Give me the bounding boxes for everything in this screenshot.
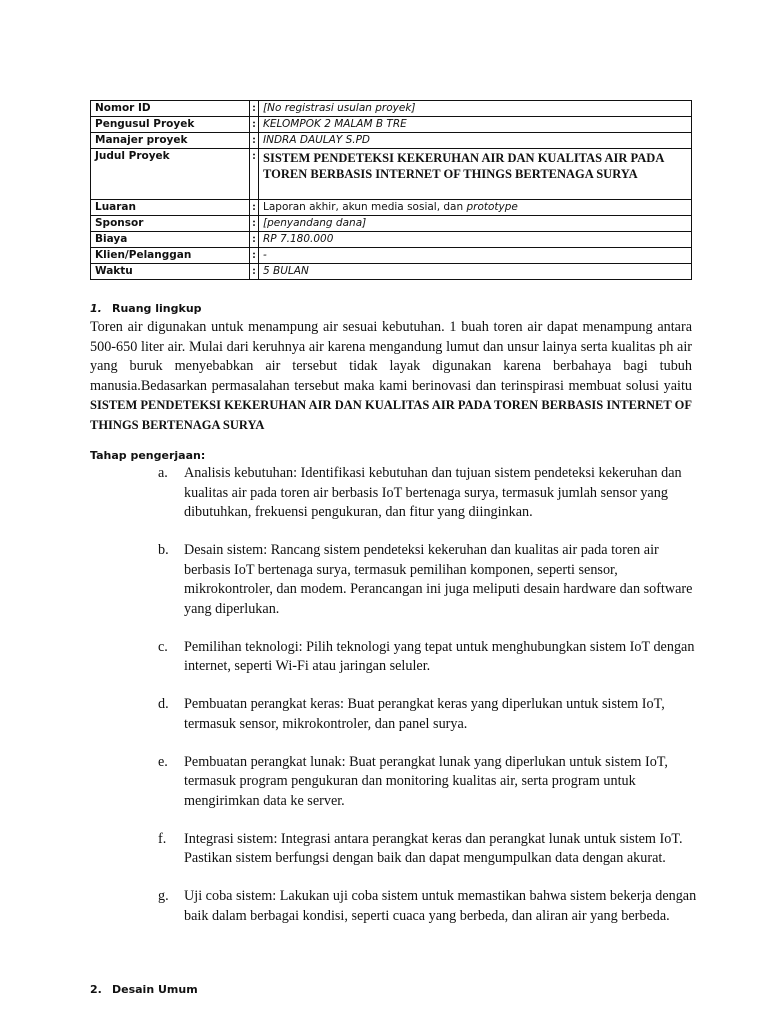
row-value: [No registrasi usulan proyek]	[259, 101, 692, 117]
row-colon: :	[250, 264, 259, 280]
row-colon: :	[250, 101, 259, 117]
list-item-text: Pembuatan perangkat keras: Buat perangkat keras yang diperlukan untuk sistem IoT, termasuk sensor, mikrokontroler, dan panel surya.	[184, 696, 665, 732]
list-item	[158, 830, 698, 869]
scope-paragraph	[90, 318, 692, 435]
luaran-italic-text: prototype	[466, 201, 518, 213]
table-row	[91, 133, 692, 149]
section-heading-ruang-lingkup	[90, 302, 202, 315]
project-title-value: SISTEM PENDETEKSI KEKERUHAN AIR DAN KUALITAS AIR PADA TOREN BERBASIS INTERNET OF THINGS BERTENAGA SURYA	[259, 149, 692, 200]
row-label: Pengusul Proyek	[91, 117, 250, 133]
table-row	[91, 200, 692, 216]
list-item	[158, 541, 698, 619]
row-label: Biaya	[91, 232, 250, 248]
table-row	[91, 264, 692, 280]
section-number: 1.	[90, 302, 102, 315]
list-item-text: Integrasi sistem: Integrasi antara perangkat keras dan perangkat lunak untuk sistem IoT. Pastikan sistem berfungsi dengan baik dan dapat mengumpulkan data dengan akurat.	[184, 830, 683, 866]
row-value: [penyandang dana]	[259, 216, 692, 232]
project-info-table	[90, 100, 692, 280]
list-marker: e.	[158, 753, 168, 770]
section-number: 2.	[90, 983, 102, 996]
work-stages-label: Tahap pengerjaan:	[90, 449, 206, 462]
row-label: Manajer proyek	[91, 133, 250, 149]
section-title: Ruang lingkup	[112, 302, 202, 315]
table-row	[91, 232, 692, 248]
row-colon: :	[250, 248, 259, 264]
row-label: Waktu	[91, 264, 250, 280]
list-item-text: Uji coba sistem: Lakukan uji coba sistem untuk memastikan bahwa sistem bekerja dengan baik dalam berbagai kondisi, seperti cuaca yang berbeda, dan aliran air yang berbeda.	[184, 888, 697, 924]
table-row	[91, 149, 692, 200]
row-value	[259, 200, 692, 216]
row-colon: :	[250, 216, 259, 232]
row-colon: :	[250, 200, 259, 216]
row-value: RP 7.180.000	[259, 232, 692, 248]
list-marker: d.	[158, 696, 169, 712]
row-value: -	[259, 248, 692, 264]
row-label: Nomor ID	[91, 101, 250, 117]
row-value: 5 BULAN	[259, 264, 692, 280]
row-label: Luaran	[91, 200, 250, 216]
list-marker: a.	[158, 465, 168, 481]
list-item	[158, 887, 698, 926]
scope-paragraph-text: Toren air digunakan untuk menampung air sesuai kebutuhan. 1 buah toren air dapat menampung antara 500-650 liter air. Mulai dari keruhnya air karena mengandung lumut dan unsur lainya serta kualitas ph air yang buruk menyebabkan air tersebut tidak layak digunakan karena berbahaya bagi tubuh manusia.Bedasarkan permasalahan tersebut maka kami berinovasi dan terinspirasi membuat solusi yaitu	[90, 319, 692, 394]
list-marker: g.	[158, 888, 169, 904]
list-item-text: Pemilihan teknologi: Pilih teknologi yang tepat untuk menghubungkan sistem IoT dengan internet, seperti Wi-Fi atau jaringan seluler.	[184, 638, 695, 674]
scope-emphasis-text: SISTEM PENDETEKSI KEKERUHAN AIR DAN KUALITAS AIR PADA TOREN BERBASIS INTERNET OF THINGS BERTENAGA SURYA	[90, 398, 692, 432]
row-colon: :	[250, 149, 259, 200]
list-item	[158, 638, 698, 677]
list-item	[158, 695, 698, 734]
section-heading-desain-umum	[90, 983, 198, 996]
list-item	[158, 753, 698, 812]
list-item	[158, 464, 698, 523]
row-colon: :	[250, 133, 259, 149]
list-item-text: Analisis kebutuhan: Identifikasi kebutuhan dan tujuan sistem pendeteksi kekeruhan dan kualitas air pada toren air berbasis IoT bertenaga surya, termasuk jumlah sensor yang dibutuhkan, frekuensi pengukuran, dan fitur yang diinginkan.	[184, 465, 682, 520]
row-value: KELOMPOK 2 MALAM B TRE	[259, 117, 692, 133]
row-label: Sponsor	[91, 216, 250, 232]
work-stages-list	[158, 464, 698, 945]
list-item-text: Pembuatan perangkat lunak: Buat perangkat lunak yang diperlukan untuk sistem IoT, termasuk program pengukuran dan monitoring kualitas air, serta program untuk mengirimkan data ke server.	[184, 753, 668, 809]
list-marker: b.	[158, 542, 169, 558]
table-row	[91, 101, 692, 117]
list-marker: c.	[158, 638, 168, 655]
list-marker: f.	[158, 830, 167, 847]
row-colon: :	[250, 232, 259, 248]
list-item-text: Desain sistem: Rancang sistem pendeteksi kekeruhan dan kualitas air pada toren air berbasis IoT bertenaga surya, termasuk pemilihan komponen, seperti sensor, mikrokontroler, dan modem. Perancangan ini juga meliputi desain hardware dan software yang diperlukan.	[184, 542, 693, 617]
row-label: Judul Proyek	[91, 149, 250, 200]
table-row	[91, 248, 692, 264]
table-row	[91, 216, 692, 232]
table-row	[91, 117, 692, 133]
row-colon: :	[250, 117, 259, 133]
luaran-text: Laporan akhir, akun media sosial, dan	[263, 201, 467, 213]
row-label: Klien/Pelanggan	[91, 248, 250, 264]
section-title: Desain Umum	[112, 983, 198, 996]
row-value: INDRA DAULAY S.PD	[259, 133, 692, 149]
